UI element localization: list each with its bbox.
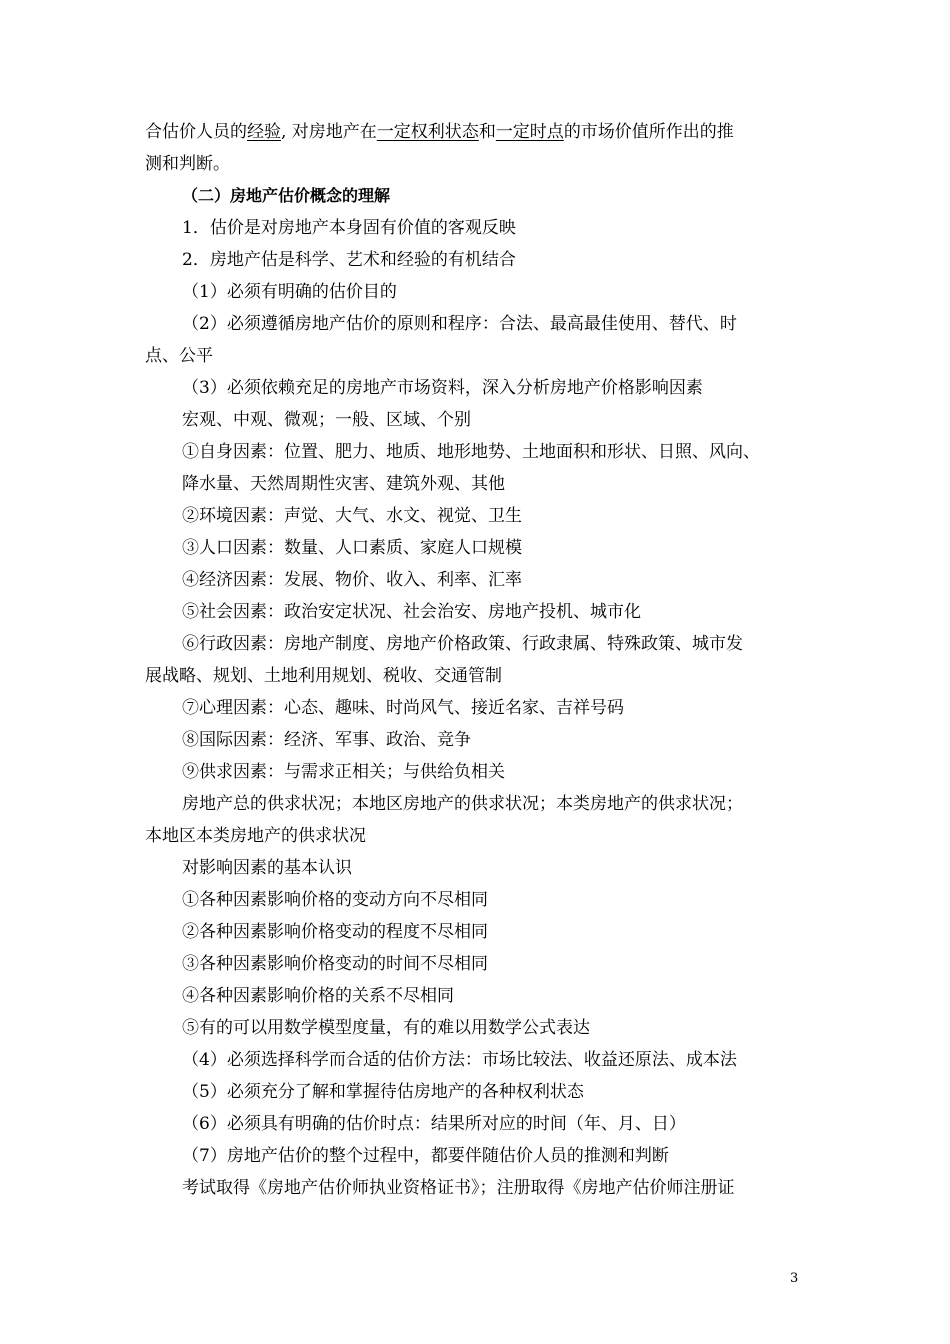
- list-item-continuation: 展战略、规划、土地利用规划、税收、交通管制: [145, 666, 502, 686]
- list-item: ⑨供求因素：与需求正相关；与供给负相关: [182, 762, 505, 782]
- list-item: 1．估价是对房地产本身固有价值的客观反映: [182, 218, 516, 238]
- text-line: 宏观、中观、微观；一般、区域、个别: [182, 410, 471, 430]
- text-line-continuation: 本地区本类房地产的供求状况: [145, 826, 366, 846]
- text-segment: 合估价人员的: [145, 122, 247, 142]
- list-item: （1）必须有明确的估价目的: [182, 282, 397, 302]
- list-item: 2．房地产估是科学、艺术和经验的有机结合: [182, 250, 516, 270]
- list-item: （4）必须选择科学而合适的估价方法：市场比较法、收益还原法、成本法: [182, 1050, 737, 1070]
- list-item: ④经济因素：发展、物价、收入、利率、汇率: [182, 570, 522, 590]
- list-item: （2）必须遵循房地产估价的原则和程序：合法、最高最佳使用、替代、时: [182, 314, 737, 334]
- text-segment: 和: [478, 122, 496, 142]
- list-item: ⑧国际因素：经济、军事、政治、竞争: [182, 730, 471, 750]
- list-item: ⑤社会因素：政治安定状况、社会治安、房地产投机、城市化: [182, 602, 641, 622]
- underlined-term-rights-status: 一定权利状态: [376, 122, 479, 142]
- underlined-term-time-point: 一定时点: [495, 122, 564, 142]
- list-item: ⑤有的可以用数学模型度量，有的难以用数学公式表达: [182, 1018, 590, 1038]
- list-item: （3）必须依赖充足的房地产市场资料，深入分析房地产价格影响因素: [182, 378, 703, 398]
- list-item: （6）必须具有明确的估价时点：结果所对应的时间（年、月、日）: [182, 1114, 686, 1134]
- list-item: ①各种因素影响价格的变动方向不尽相同: [182, 890, 488, 910]
- text-line: 房地产总的供求状况；本地区房地产的供求状况；本类房地产的供求状况；: [182, 794, 743, 814]
- paragraph-line-1: [145, 122, 734, 142]
- list-item: ⑥行政因素：房地产制度、房地产价格政策、行政隶属、特殊政策、城市发: [182, 634, 743, 654]
- list-item: ①自身因素：位置、肥力、地质、地形地势、土地面积和形状、日照、风向、: [182, 442, 760, 462]
- underlined-term-experience: 经验: [247, 122, 281, 142]
- section-heading: （二）房地产估价概念的理解: [182, 186, 391, 205]
- list-item: ⑦心理因素：心态、趣味、时尚风气、接近名家、吉祥号码: [182, 698, 624, 718]
- list-item: ②环境因素：声觉、大气、水文、视觉、卫生: [182, 506, 522, 526]
- list-item-continuation: 降水量、天然周期性灾害、建筑外观、其他: [182, 474, 505, 494]
- paragraph-line-2: 测和判断。: [145, 154, 230, 174]
- list-item-continuation: 点、公平: [145, 346, 213, 366]
- text-segment: 的市场价值所作出的推: [563, 122, 734, 142]
- page-number: 3: [790, 1271, 799, 1286]
- text-line: 对影响因素的基本认识: [182, 858, 352, 878]
- list-item: （5）必须充分了解和掌握待估房地产的各种权利状态: [182, 1082, 584, 1102]
- text-segment: , 对房地产在: [281, 122, 377, 142]
- list-item: （7）房地产估价的整个过程中，都要伴随估价人员的推测和判断: [182, 1146, 669, 1166]
- text-line: 考试取得《房地产估价师执业资格证书》；注册取得《房地产估价师注册证: [182, 1178, 735, 1198]
- list-item: ③人口因素：数量、人口素质、家庭人口规模: [182, 538, 522, 558]
- list-item: ②各种因素影响价格变动的程度不尽相同: [182, 922, 488, 942]
- list-item: ④各种因素影响价格的关系不尽相同: [182, 986, 454, 1006]
- list-item: ③各种因素影响价格变动的时间不尽相同: [182, 954, 488, 974]
